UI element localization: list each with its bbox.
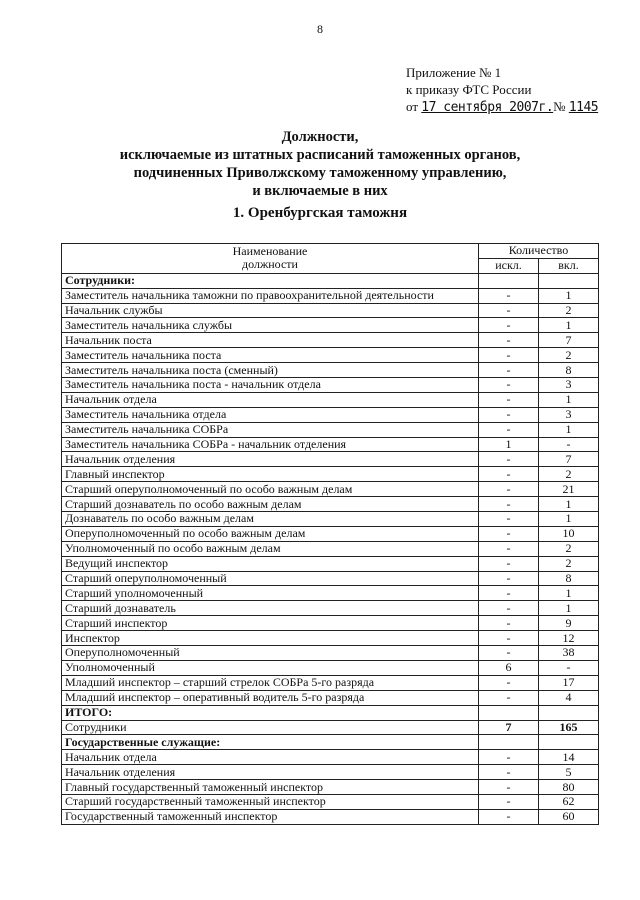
- row-name-cell: Оперуполномоченный: [62, 646, 479, 661]
- row-excluded-cell: -: [479, 378, 539, 393]
- row-name-cell: Заместитель начальника поста (сменный): [62, 363, 479, 378]
- row-excluded-cell: -: [479, 794, 539, 809]
- row-excluded-cell: -: [479, 586, 539, 601]
- title-line1: Должности,: [281, 129, 359, 145]
- table-row: [62, 422, 599, 437]
- row-excluded-cell: -: [479, 631, 539, 646]
- row-excluded-cell: -: [479, 497, 539, 512]
- row-included-cell: 1: [539, 288, 599, 303]
- row-name-cell: Заместитель начальника поста: [62, 348, 479, 363]
- table-row: [62, 660, 599, 675]
- row-included-cell: 8: [539, 571, 599, 586]
- row-included-cell: [539, 735, 599, 750]
- table-row: [62, 541, 599, 556]
- row-excluded-cell: -: [479, 422, 539, 437]
- table-row: [62, 571, 599, 586]
- row-included-cell: 1: [539, 497, 599, 512]
- row-name-cell: Начальник отдела: [62, 392, 479, 407]
- row-name-cell: Дознаватель по особо важным делам: [62, 512, 479, 527]
- table-row: [62, 794, 599, 809]
- row-excluded-cell: -: [479, 467, 539, 482]
- row-name-cell: Сотрудники:: [62, 273, 479, 288]
- row-name-cell: Старший дознаватель по особо важным делам: [62, 497, 479, 512]
- row-included-cell: 62: [539, 794, 599, 809]
- table-row: [62, 750, 599, 765]
- row-name-cell: Старший уполномоченный: [62, 586, 479, 601]
- table-row: [62, 809, 599, 824]
- row-excluded-cell: -: [479, 318, 539, 333]
- header-name-line2: должности: [242, 257, 298, 272]
- row-excluded-cell: -: [479, 675, 539, 690]
- appendix-number-sign: №: [553, 99, 566, 114]
- row-name-cell: Уполномоченный: [62, 660, 479, 675]
- appendix-block: [406, 64, 598, 116]
- row-name-cell: Старший дознаватель: [62, 601, 479, 616]
- row-excluded-cell: 6: [479, 660, 539, 675]
- row-included-cell: 38: [539, 646, 599, 661]
- row-included-cell: 1: [539, 601, 599, 616]
- row-included-cell: 1: [539, 392, 599, 407]
- row-excluded-cell: 7: [479, 720, 539, 735]
- table-row: [62, 616, 599, 631]
- title-line4: и включаемые в них: [252, 183, 388, 199]
- row-excluded-cell: -: [479, 526, 539, 541]
- row-name-cell: Инспектор: [62, 631, 479, 646]
- table-row: [62, 646, 599, 661]
- row-name-cell: Начальник службы: [62, 303, 479, 318]
- row-name-cell: Главный государственный таможенный инспектор: [62, 780, 479, 795]
- row-name-cell: Уполномоченный по особо важным делам: [62, 541, 479, 556]
- row-name-cell: Главный инспектор: [62, 467, 479, 482]
- row-name-cell: Старший оперуполномоченный по особо важным делам: [62, 482, 479, 497]
- row-excluded-cell: [479, 273, 539, 288]
- row-included-cell: 7: [539, 452, 599, 467]
- appendix-line3: [406, 98, 598, 116]
- page-number: 8: [317, 22, 323, 36]
- section-title: 1. Оренбургская таможня: [232, 205, 408, 221]
- row-included-cell: 14: [539, 750, 599, 765]
- table-row: [62, 288, 599, 303]
- row-name-cell: Ведущий инспектор: [62, 556, 479, 571]
- title-line2: исключаемые из штатных расписаний таможенных органов,: [119, 147, 521, 163]
- appendix-number: 1145: [568, 100, 599, 115]
- row-included-cell: 9: [539, 616, 599, 631]
- table-row: [62, 437, 599, 452]
- table-row: [62, 318, 599, 333]
- row-included-cell: 8: [539, 363, 599, 378]
- row-included-cell: 1: [539, 512, 599, 527]
- row-excluded-cell: -: [479, 482, 539, 497]
- table-row: [62, 601, 599, 616]
- row-name-cell: Начальник отделения: [62, 765, 479, 780]
- row-included-cell: 165: [539, 720, 599, 735]
- row-excluded-cell: -: [479, 750, 539, 765]
- table-row: [62, 363, 599, 378]
- document-title: [0, 128, 640, 200]
- table-row: [62, 705, 599, 720]
- row-excluded-cell: -: [479, 541, 539, 556]
- header-name-line1: Наименование: [232, 244, 308, 259]
- row-included-cell: 1: [539, 422, 599, 437]
- row-name-cell: Начальник поста: [62, 333, 479, 348]
- row-included-cell: 80: [539, 780, 599, 795]
- table-row: [62, 303, 599, 318]
- row-name-cell: Заместитель начальника таможни по правоохранительной деятельности: [62, 288, 479, 303]
- row-name-cell: Начальник отделения: [62, 452, 479, 467]
- table-row: [62, 765, 599, 780]
- row-excluded-cell: -: [479, 407, 539, 422]
- table-row: [62, 556, 599, 571]
- row-name-cell: Заместитель начальника СОБРа: [62, 422, 479, 437]
- row-included-cell: 5: [539, 765, 599, 780]
- row-excluded-cell: -: [479, 288, 539, 303]
- row-excluded-cell: [479, 735, 539, 750]
- table-row: [62, 482, 599, 497]
- row-included-cell: -: [539, 437, 599, 452]
- table-row: [62, 675, 599, 690]
- table-row: [62, 720, 599, 735]
- row-excluded-cell: -: [479, 556, 539, 571]
- row-name-cell: Начальник отдела: [62, 750, 479, 765]
- row-name-cell: Младший инспектор – оперативный водитель 5-го разряда: [62, 690, 479, 705]
- header-position-name: [62, 244, 479, 274]
- row-name-cell: Сотрудники: [62, 720, 479, 735]
- row-included-cell: 12: [539, 631, 599, 646]
- row-name-cell: Заместитель начальника СОБРа - начальник отделения: [62, 437, 479, 452]
- row-excluded-cell: -: [479, 333, 539, 348]
- row-name-cell: Оперуполномоченный по особо важным делам: [62, 526, 479, 541]
- row-included-cell: 2: [539, 541, 599, 556]
- row-excluded-cell: -: [479, 809, 539, 824]
- row-included-cell: 1: [539, 586, 599, 601]
- appendix-from: от: [406, 99, 419, 114]
- row-included-cell: 2: [539, 556, 599, 571]
- table-row: [62, 273, 599, 288]
- row-excluded-cell: -: [479, 765, 539, 780]
- appendix-line1: Приложение № 1: [406, 65, 502, 80]
- row-excluded-cell: -: [479, 780, 539, 795]
- row-included-cell: 21: [539, 482, 599, 497]
- row-name-cell: ИТОГО:: [62, 705, 479, 720]
- row-name-cell: Заместитель начальника службы: [62, 318, 479, 333]
- row-included-cell: [539, 273, 599, 288]
- row-included-cell: 60: [539, 809, 599, 824]
- row-included-cell: 3: [539, 407, 599, 422]
- row-excluded-cell: -: [479, 690, 539, 705]
- row-name-cell: Старший государственный таможенный инспектор: [62, 794, 479, 809]
- row-name-cell: Старший оперуполномоченный: [62, 571, 479, 586]
- appendix-line2: к приказу ФТС России: [406, 82, 532, 97]
- row-excluded-cell: -: [479, 571, 539, 586]
- row-included-cell: 1: [539, 318, 599, 333]
- table-body: [62, 273, 599, 824]
- row-excluded-cell: 1: [479, 437, 539, 452]
- row-excluded-cell: -: [479, 363, 539, 378]
- table-row: [62, 467, 599, 482]
- row-name-cell: Младший инспектор – старший стрелок СОБРа 5-го разряда: [62, 675, 479, 690]
- row-excluded-cell: -: [479, 392, 539, 407]
- row-excluded-cell: -: [479, 601, 539, 616]
- row-excluded-cell: [479, 705, 539, 720]
- table-row: [62, 526, 599, 541]
- row-included-cell: 10: [539, 526, 599, 541]
- table-row: [62, 512, 599, 527]
- row-name-cell: Заместитель начальника отдела: [62, 407, 479, 422]
- row-excluded-cell: -: [479, 512, 539, 527]
- table-row: [62, 631, 599, 646]
- row-excluded-cell: -: [479, 348, 539, 363]
- positions-table: [61, 243, 599, 825]
- table-row: [62, 452, 599, 467]
- table-row: [62, 378, 599, 393]
- table-row: [62, 497, 599, 512]
- table-row: [62, 407, 599, 422]
- header-included: вкл.: [539, 258, 599, 273]
- row-included-cell: 2: [539, 467, 599, 482]
- row-name-cell: Государственный таможенный инспектор: [62, 809, 479, 824]
- row-included-cell: 2: [539, 348, 599, 363]
- title-line3: подчиненных Приволжскому таможенному управлению,: [133, 165, 507, 181]
- header-quantity: Количество: [479, 244, 599, 259]
- table-row: [62, 586, 599, 601]
- row-name-cell: Государственные служащие:: [62, 735, 479, 750]
- row-name-cell: Заместитель начальника поста - начальник отдела: [62, 378, 479, 393]
- row-included-cell: 7: [539, 333, 599, 348]
- row-excluded-cell: -: [479, 452, 539, 467]
- row-excluded-cell: -: [479, 303, 539, 318]
- row-name-cell: Старший инспектор: [62, 616, 479, 631]
- row-included-cell: 17: [539, 675, 599, 690]
- table-row: [62, 333, 599, 348]
- row-included-cell: 3: [539, 378, 599, 393]
- table-row: [62, 735, 599, 750]
- appendix-date: 17 сентября 2007г.: [421, 100, 554, 115]
- row-excluded-cell: -: [479, 646, 539, 661]
- table-row: [62, 392, 599, 407]
- row-included-cell: 4: [539, 690, 599, 705]
- row-included-cell: 2: [539, 303, 599, 318]
- row-excluded-cell: -: [479, 616, 539, 631]
- header-excluded: искл.: [479, 258, 539, 273]
- table-row: [62, 690, 599, 705]
- table-row: [62, 348, 599, 363]
- row-included-cell: -: [539, 660, 599, 675]
- row-included-cell: [539, 705, 599, 720]
- table-row: [62, 780, 599, 795]
